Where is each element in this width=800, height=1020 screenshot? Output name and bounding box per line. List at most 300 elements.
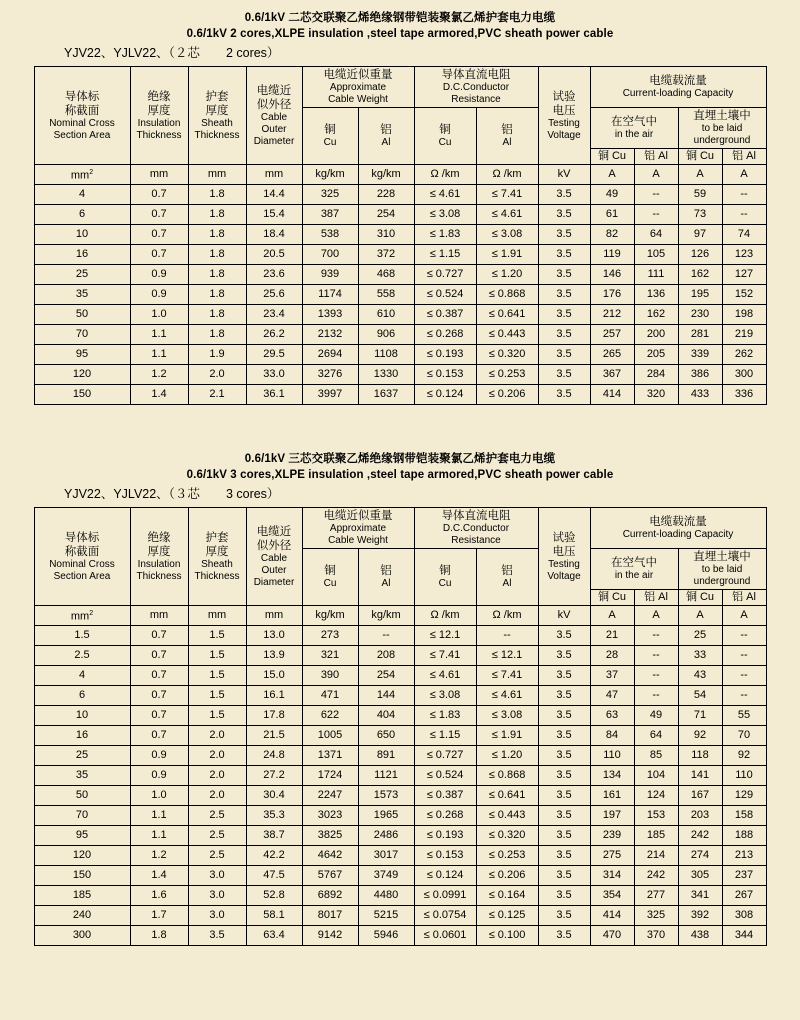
cell: 126 bbox=[678, 245, 722, 265]
unit-cell: A bbox=[590, 165, 634, 185]
cell: 119 bbox=[590, 245, 634, 265]
cell: 5946 bbox=[358, 926, 414, 946]
cell: 2.5 bbox=[188, 846, 246, 866]
cell: 47 bbox=[590, 686, 634, 706]
table-row bbox=[34, 866, 766, 886]
cell: 25 bbox=[34, 746, 130, 766]
cell: 237 bbox=[722, 866, 766, 886]
cell: 0.7 bbox=[130, 686, 188, 706]
cell: 2132 bbox=[302, 325, 358, 345]
cell: 1.4 bbox=[130, 385, 188, 405]
cell: ≤ 0.206 bbox=[476, 385, 538, 405]
unit-cell: kg/km bbox=[358, 165, 414, 185]
header-underground-1: 直埋土壤中 to be laid underground bbox=[678, 108, 766, 149]
cell: 136 bbox=[634, 285, 678, 305]
unit-cell: A bbox=[678, 165, 722, 185]
cell: 214 bbox=[634, 846, 678, 866]
cell: 219 bbox=[722, 325, 766, 345]
cell: ≤ 1.83 bbox=[414, 706, 476, 726]
cell: ≤ 0.524 bbox=[414, 285, 476, 305]
cell: 198 bbox=[722, 305, 766, 325]
cell: 438 bbox=[678, 926, 722, 946]
cell: 6 bbox=[34, 686, 130, 706]
cell: 16.1 bbox=[246, 686, 302, 706]
table-row bbox=[34, 385, 766, 405]
header-under-cu-2: 铜 Cu bbox=[678, 590, 722, 606]
unit-cell: mm bbox=[188, 606, 246, 626]
cell: 167 bbox=[678, 786, 722, 806]
cell: 23.6 bbox=[246, 265, 302, 285]
cell: 4 bbox=[34, 185, 130, 205]
cell: 118 bbox=[678, 746, 722, 766]
table-header-row-1a bbox=[34, 67, 766, 108]
cell: 0.7 bbox=[130, 205, 188, 225]
cell: 4 bbox=[34, 666, 130, 686]
cell: 1005 bbox=[302, 726, 358, 746]
header-weight-cu-2: 铜 Cu bbox=[302, 549, 358, 606]
cell: 63 bbox=[590, 706, 634, 726]
table-row bbox=[34, 666, 766, 686]
cell: ≤ 3.08 bbox=[476, 225, 538, 245]
cell: 153 bbox=[634, 806, 678, 826]
cell: 4642 bbox=[302, 846, 358, 866]
cell: -- bbox=[476, 626, 538, 646]
header-testing-voltage-1: 试验 电压 Testing Voltage bbox=[538, 67, 590, 165]
table-header-row-2a bbox=[34, 508, 766, 549]
cell: 305 bbox=[678, 866, 722, 886]
header-in-the-air-2: 在空气中 in the air bbox=[590, 549, 678, 590]
cell: 71 bbox=[678, 706, 722, 726]
cell: ≤ 0.153 bbox=[414, 365, 476, 385]
cell: 3.5 bbox=[538, 866, 590, 886]
cell: 21 bbox=[590, 626, 634, 646]
cell: 1.1 bbox=[130, 826, 188, 846]
cell: 1.8 bbox=[188, 205, 246, 225]
cell: 325 bbox=[634, 906, 678, 926]
cell: 6 bbox=[34, 205, 130, 225]
cell: 471 bbox=[302, 686, 358, 706]
cell: 610 bbox=[358, 305, 414, 325]
cell: 185 bbox=[34, 886, 130, 906]
cell: 50 bbox=[34, 305, 130, 325]
cell: 3.5 bbox=[538, 706, 590, 726]
cell: 1.5 bbox=[188, 706, 246, 726]
cell: ≤ 0.0991 bbox=[414, 886, 476, 906]
cell: 35 bbox=[34, 285, 130, 305]
subtitle-right-2: 3 cores） bbox=[225, 487, 280, 501]
cell: 123 bbox=[722, 245, 766, 265]
cell: 64 bbox=[634, 225, 678, 245]
cell: 3.0 bbox=[188, 886, 246, 906]
cell: ≤ 7.41 bbox=[414, 646, 476, 666]
cell: 185 bbox=[634, 826, 678, 846]
cell: 0.7 bbox=[130, 185, 188, 205]
cell: 386 bbox=[678, 365, 722, 385]
cell: -- bbox=[722, 646, 766, 666]
table-row bbox=[34, 806, 766, 826]
cell: 3.5 bbox=[538, 786, 590, 806]
cell: 58.1 bbox=[246, 906, 302, 926]
cell: ≤ 1.91 bbox=[476, 245, 538, 265]
cell: 284 bbox=[634, 365, 678, 385]
cell: 2247 bbox=[302, 786, 358, 806]
cell: 339 bbox=[678, 345, 722, 365]
cell: ≤ 0.193 bbox=[414, 826, 476, 846]
cell: 2.0 bbox=[188, 746, 246, 766]
cell: 3.5 bbox=[538, 345, 590, 365]
header-air-al-2: 铝 Al bbox=[634, 590, 678, 606]
table-row bbox=[34, 826, 766, 846]
cell: 1.1 bbox=[130, 345, 188, 365]
header-air-cu-2: 铜 Cu bbox=[590, 590, 634, 606]
cell: 1.5 bbox=[188, 686, 246, 706]
table-title-en-2: 0.6/1kV 3 cores,XLPE insulation ,steel tape armored,PVC sheath power cable bbox=[186, 469, 614, 481]
cell: 47.5 bbox=[246, 866, 302, 886]
cell: 1724 bbox=[302, 766, 358, 786]
cell: 3.5 bbox=[538, 265, 590, 285]
cell: 267 bbox=[722, 886, 766, 906]
cell: 3.5 bbox=[538, 205, 590, 225]
cell: 52.8 bbox=[246, 886, 302, 906]
header-under-al-2: 铝 Al bbox=[722, 590, 766, 606]
table-row bbox=[34, 646, 766, 666]
cell: 33 bbox=[678, 646, 722, 666]
cell: -- bbox=[722, 205, 766, 225]
cell: 2.0 bbox=[188, 365, 246, 385]
table-row bbox=[34, 846, 766, 866]
cell: 372 bbox=[358, 245, 414, 265]
cell: 55 bbox=[722, 706, 766, 726]
cell: 265 bbox=[590, 345, 634, 365]
table-subtitle-2 bbox=[24, 485, 776, 503]
cell: 176 bbox=[590, 285, 634, 305]
cell: ≤ 0.193 bbox=[414, 345, 476, 365]
cell: ≤ 0.124 bbox=[414, 866, 476, 886]
cell: ≤ 4.61 bbox=[476, 686, 538, 706]
cell: 3.5 bbox=[538, 906, 590, 926]
cell: ≤ 0.268 bbox=[414, 806, 476, 826]
cell: 1637 bbox=[358, 385, 414, 405]
cell: 15.4 bbox=[246, 205, 302, 225]
cell: ≤ 0.164 bbox=[476, 886, 538, 906]
cell: 208 bbox=[358, 646, 414, 666]
header-current-capacity-1: 电缆载流量 Current-loading Capacity bbox=[590, 67, 766, 108]
cell: 470 bbox=[590, 926, 634, 946]
table-row bbox=[34, 786, 766, 806]
header-nominal-section-2: 导体标 称截面 Nominal Cross Section Area bbox=[34, 508, 130, 606]
cell: ≤ 0.641 bbox=[476, 305, 538, 325]
cell: ≤ 0.206 bbox=[476, 866, 538, 886]
cell: 13.0 bbox=[246, 626, 302, 646]
header-sheath-thickness-2: 护套 厚度 Sheath Thickness bbox=[188, 508, 246, 606]
cell: 49 bbox=[590, 185, 634, 205]
cell: ≤ 0.253 bbox=[476, 365, 538, 385]
cell: ≤ 0.387 bbox=[414, 305, 476, 325]
cell: 152 bbox=[722, 285, 766, 305]
cell: 13.9 bbox=[246, 646, 302, 666]
cell: 36.1 bbox=[246, 385, 302, 405]
cell: 277 bbox=[634, 886, 678, 906]
cell: 0.9 bbox=[130, 285, 188, 305]
cell: 33.0 bbox=[246, 365, 302, 385]
cell: 146 bbox=[590, 265, 634, 285]
cell: 0.7 bbox=[130, 626, 188, 646]
cell: 1.5 bbox=[34, 626, 130, 646]
cell: 3.5 bbox=[538, 365, 590, 385]
unit-cell: kg/km bbox=[358, 606, 414, 626]
cell: ≤ 3.08 bbox=[414, 686, 476, 706]
cell: 43 bbox=[678, 666, 722, 686]
table-title-cn-1: 0.6/1kV 二芯交联聚乙烯绝缘钢带铠装聚氯乙烯护套电力电缆 bbox=[244, 12, 556, 24]
cell: 1174 bbox=[302, 285, 358, 305]
cell: 1.0 bbox=[130, 305, 188, 325]
unit-cell: kg/km bbox=[302, 165, 358, 185]
cell: 558 bbox=[358, 285, 414, 305]
table-row bbox=[34, 345, 766, 365]
cell: 49 bbox=[634, 706, 678, 726]
cell: 3825 bbox=[302, 826, 358, 846]
header-weight-al-1: 铝 Al bbox=[358, 108, 414, 165]
header-cable-weight-2: 电缆近似重量 Approximate Cable Weight bbox=[302, 508, 414, 549]
cell: -- bbox=[634, 646, 678, 666]
cell: 162 bbox=[634, 305, 678, 325]
header-resistance-cu-2: 铜 Cu bbox=[414, 549, 476, 606]
cell: 262 bbox=[722, 345, 766, 365]
cell: 95 bbox=[34, 826, 130, 846]
cell: 162 bbox=[678, 265, 722, 285]
table-row bbox=[34, 325, 766, 345]
cell: 92 bbox=[722, 746, 766, 766]
unit-cell: Ω /km bbox=[476, 606, 538, 626]
cell: 188 bbox=[722, 826, 766, 846]
cell: 5215 bbox=[358, 906, 414, 926]
cell: 1.0 bbox=[130, 786, 188, 806]
cell: 1.8 bbox=[188, 285, 246, 305]
cell: 3.5 bbox=[538, 726, 590, 746]
cell: ≤ 0.268 bbox=[414, 325, 476, 345]
cell: 341 bbox=[678, 886, 722, 906]
cell: 2.5 bbox=[188, 826, 246, 846]
header-air-cu-1: 铜 Cu bbox=[590, 149, 634, 165]
table-row bbox=[34, 746, 766, 766]
cell: 26.2 bbox=[246, 325, 302, 345]
cell: 59 bbox=[678, 185, 722, 205]
header-insulation-thickness-1: 绝缘 厚度 Insulation Thickness bbox=[130, 67, 188, 165]
table-row bbox=[34, 766, 766, 786]
cell: 254 bbox=[358, 205, 414, 225]
unit-cell: kV bbox=[538, 606, 590, 626]
cell: 150 bbox=[34, 385, 130, 405]
cell: 891 bbox=[358, 746, 414, 766]
cell: 127 bbox=[722, 265, 766, 285]
cell: 414 bbox=[590, 385, 634, 405]
cell: 0.9 bbox=[130, 265, 188, 285]
cell: 82 bbox=[590, 225, 634, 245]
cell: 25 bbox=[678, 626, 722, 646]
cell: ≤ 0.0601 bbox=[414, 926, 476, 946]
cell: 110 bbox=[722, 766, 766, 786]
cell: ≤ 0.125 bbox=[476, 906, 538, 926]
table-row bbox=[34, 906, 766, 926]
cell: 242 bbox=[678, 826, 722, 846]
cell: ≤ 1.15 bbox=[414, 245, 476, 265]
cell: 3.5 bbox=[538, 846, 590, 866]
cell: 1.7 bbox=[130, 906, 188, 926]
cell: 228 bbox=[358, 185, 414, 205]
cell: 3276 bbox=[302, 365, 358, 385]
cell: 10 bbox=[34, 706, 130, 726]
cell: 144 bbox=[358, 686, 414, 706]
cell: 3.5 bbox=[538, 626, 590, 646]
subtitle-left-1: YJV22、YJLV22、（２芯 bbox=[64, 46, 200, 60]
header-weight-cu-1: 铜 Cu bbox=[302, 108, 358, 165]
cell: 254 bbox=[358, 666, 414, 686]
cell: 0.7 bbox=[130, 245, 188, 265]
header-underground-2: 直埋土壤中 to be laid underground bbox=[678, 549, 766, 590]
cell: 336 bbox=[722, 385, 766, 405]
cell: 390 bbox=[302, 666, 358, 686]
cell: 3.5 bbox=[538, 806, 590, 826]
cell: 1.1 bbox=[130, 325, 188, 345]
cell: 21.5 bbox=[246, 726, 302, 746]
cell: 325 bbox=[302, 185, 358, 205]
cell: 27.2 bbox=[246, 766, 302, 786]
cell: 281 bbox=[678, 325, 722, 345]
table-row bbox=[34, 926, 766, 946]
cell: 1.5 bbox=[188, 646, 246, 666]
cell: 16 bbox=[34, 726, 130, 746]
table-row bbox=[34, 205, 766, 225]
table-row bbox=[34, 225, 766, 245]
cell: 161 bbox=[590, 786, 634, 806]
cell: 700 bbox=[302, 245, 358, 265]
cell: 257 bbox=[590, 325, 634, 345]
cell: 0.9 bbox=[130, 746, 188, 766]
cell: -- bbox=[634, 666, 678, 686]
cell: 24.8 bbox=[246, 746, 302, 766]
cell: ≤ 0.727 bbox=[414, 746, 476, 766]
cell: 74 bbox=[722, 225, 766, 245]
cell: 42.2 bbox=[246, 846, 302, 866]
cell: 2694 bbox=[302, 345, 358, 365]
table-row bbox=[34, 285, 766, 305]
cell: 3.5 bbox=[538, 325, 590, 345]
header-outer-diameter-1: 电缆近 似外径 Cable Outer Diameter bbox=[246, 67, 302, 165]
header-outer-diameter-2: 电缆近 似外径 Cable Outer Diameter bbox=[246, 508, 302, 606]
header-weight-al-2: 铝 Al bbox=[358, 549, 414, 606]
cell: 387 bbox=[302, 205, 358, 225]
cell: 370 bbox=[634, 926, 678, 946]
cell: ≤ 4.61 bbox=[414, 666, 476, 686]
cell: 1.6 bbox=[130, 886, 188, 906]
cell: 310 bbox=[358, 225, 414, 245]
unit-cell: kV bbox=[538, 165, 590, 185]
table-row bbox=[34, 886, 766, 906]
cell: ≤ 12.1 bbox=[414, 626, 476, 646]
cell: 650 bbox=[358, 726, 414, 746]
cell: 3017 bbox=[358, 846, 414, 866]
cell: 344 bbox=[722, 926, 766, 946]
cell: ≤ 12.1 bbox=[476, 646, 538, 666]
cell: 3.5 bbox=[538, 185, 590, 205]
cell: 134 bbox=[590, 766, 634, 786]
cell: 2.0 bbox=[188, 726, 246, 746]
table-row bbox=[34, 726, 766, 746]
header-resistance-al-2: 铝 Al bbox=[476, 549, 538, 606]
cell: 1.8 bbox=[188, 265, 246, 285]
cell: 73 bbox=[678, 205, 722, 225]
cell: 1.8 bbox=[188, 225, 246, 245]
cell: 3.0 bbox=[188, 866, 246, 886]
table-title-en-1: 0.6/1kV 2 cores,XLPE insulation ,steel tape armored,PVC sheath power cable bbox=[186, 28, 614, 40]
cell: -- bbox=[634, 185, 678, 205]
cell: 2.5 bbox=[34, 646, 130, 666]
subtitle-right-1: 2 cores） bbox=[225, 46, 280, 60]
table-row bbox=[34, 265, 766, 285]
cell: 3.5 bbox=[538, 826, 590, 846]
cell: 392 bbox=[678, 906, 722, 926]
cell: 124 bbox=[634, 786, 678, 806]
cell: 0.7 bbox=[130, 706, 188, 726]
cell: 1330 bbox=[358, 365, 414, 385]
cell: -- bbox=[722, 626, 766, 646]
cell: ≤ 0.100 bbox=[476, 926, 538, 946]
cell: 120 bbox=[34, 365, 130, 385]
cell: 203 bbox=[678, 806, 722, 826]
cell: 64 bbox=[634, 726, 678, 746]
unit-cell: $mm^2$ bbox=[34, 165, 130, 185]
table-row bbox=[34, 185, 766, 205]
cell: ≤ 1.83 bbox=[414, 225, 476, 245]
cell: 158 bbox=[722, 806, 766, 826]
cell: 2.0 bbox=[188, 766, 246, 786]
table-subtitle-1 bbox=[24, 44, 776, 62]
cell: ≤ 0.443 bbox=[476, 806, 538, 826]
cell: 30.4 bbox=[246, 786, 302, 806]
cable-spec-block-3-cores bbox=[24, 451, 776, 946]
cell: -- bbox=[722, 666, 766, 686]
cell: 1.4 bbox=[130, 866, 188, 886]
cell: 273 bbox=[302, 626, 358, 646]
cell: 150 bbox=[34, 866, 130, 886]
cell: 300 bbox=[34, 926, 130, 946]
cell: 3.5 bbox=[538, 225, 590, 245]
cell: 38.7 bbox=[246, 826, 302, 846]
header-resistance-al-1: 铝 Al bbox=[476, 108, 538, 165]
cell: 195 bbox=[678, 285, 722, 305]
cell: -- bbox=[634, 686, 678, 706]
cell: ≤ 1.91 bbox=[476, 726, 538, 746]
unit-cell: mm bbox=[188, 165, 246, 185]
cell: 242 bbox=[634, 866, 678, 886]
cell: ≤ 0.868 bbox=[476, 285, 538, 305]
cell: ≤ 0.443 bbox=[476, 325, 538, 345]
unit-cell: kg/km bbox=[302, 606, 358, 626]
spec-table-3-cores bbox=[34, 507, 767, 946]
header-in-the-air-1: 在空气中 in the air bbox=[590, 108, 678, 149]
cell: 97 bbox=[678, 225, 722, 245]
table-row bbox=[34, 365, 766, 385]
cell: 2.1 bbox=[188, 385, 246, 405]
header-sheath-thickness-1: 护套 厚度 Sheath Thickness bbox=[188, 67, 246, 165]
cell: 1.2 bbox=[130, 846, 188, 866]
header-dc-resistance-1: 导体直流电阻 D.C.Conductor Resistance bbox=[414, 67, 538, 108]
cell: 321 bbox=[302, 646, 358, 666]
cell: 15.0 bbox=[246, 666, 302, 686]
cell: 70 bbox=[34, 806, 130, 826]
cell: ≤ 3.08 bbox=[414, 205, 476, 225]
cell: 111 bbox=[634, 265, 678, 285]
